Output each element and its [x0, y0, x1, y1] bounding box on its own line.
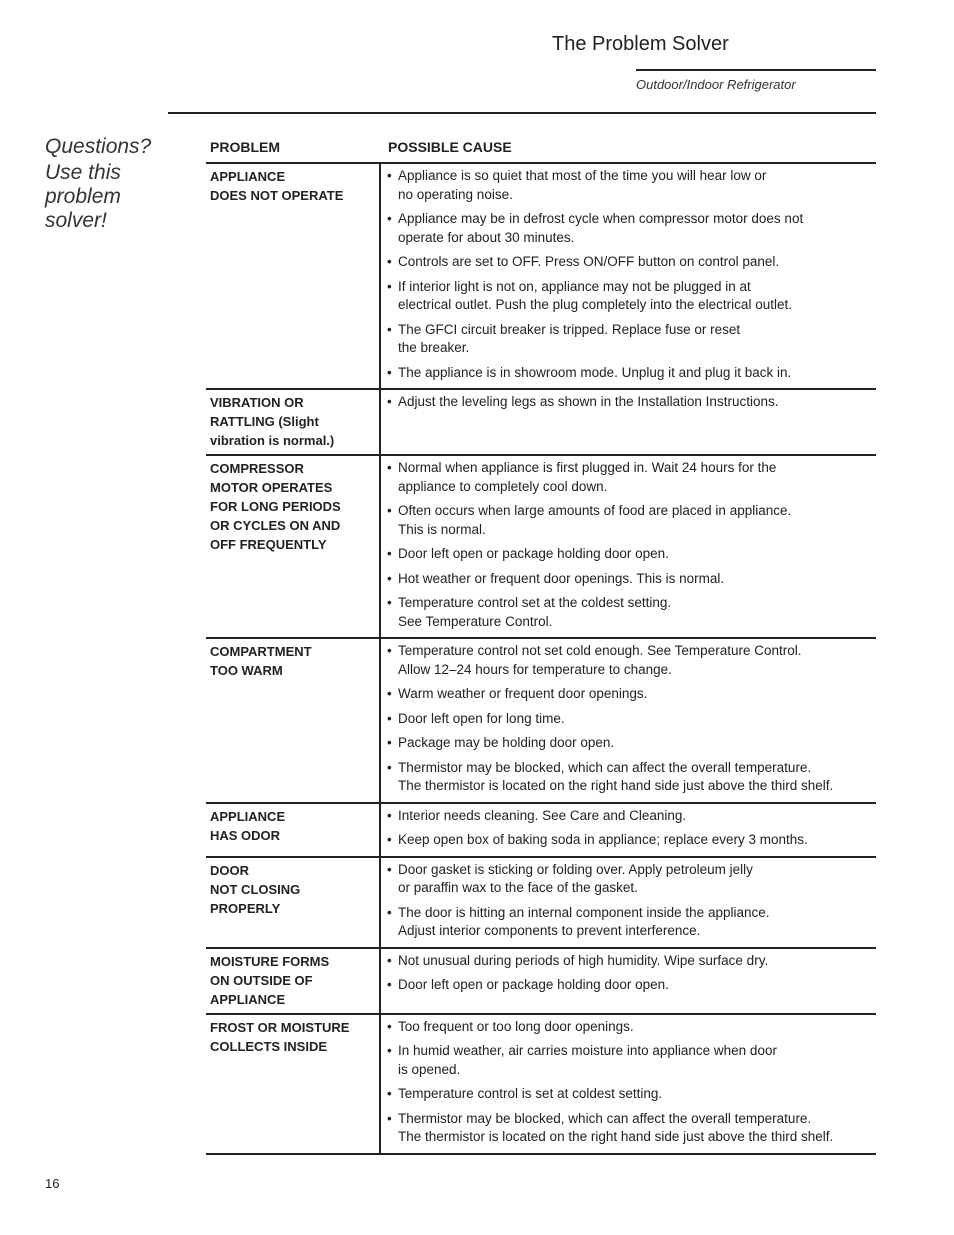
cause-cell: [381, 804, 876, 856]
table-row: [206, 1015, 876, 1155]
problem-cell: DOOR NOT CLOSING PROPERLY: [206, 858, 381, 947]
problem-solver-table: [206, 164, 876, 1155]
callout-line: Questions?: [45, 135, 152, 158]
cause-cell: [381, 456, 876, 637]
problem-cell: COMPRESSOR MOTOR OPERATES FOR LONG PERIODS OR CYCLES ON AND OFF FREQUENTLY: [206, 456, 381, 637]
table-row: [206, 949, 876, 1015]
table-row: [206, 456, 876, 639]
problem-cell: APPLIANCE HAS ODOR: [206, 804, 381, 856]
cause-cell: [381, 164, 876, 388]
page-title: The Problem Solver: [552, 33, 729, 55]
cause-cell: [381, 1015, 876, 1153]
cause-item: • Hot weather or frequent door openings. This is normal.: [387, 570, 868, 589]
column-header-cause: POSSIBLE CAUSE: [388, 139, 512, 155]
callout-line: Use this: [45, 161, 121, 184]
cause-item: • In humid weather, air carries moisture into appliance when door is opened.: [387, 1042, 868, 1079]
cause-item: • Door gasket is sticking or folding over. Apply petroleum jelly or paraffin wax to the face of the gasket.: [387, 861, 868, 898]
cause-item: • Appliance is so quiet that most of the time you will hear low or no operating noise.: [387, 167, 868, 204]
table-row: [206, 639, 876, 804]
cause-item: • Temperature control is set at coldest setting.: [387, 1085, 868, 1104]
problem-cell: VIBRATION OR RATTLING (Slight vibration is normal.): [206, 390, 381, 454]
cause-item: • Thermistor may be blocked, which can affect the overall temperature. The thermistor is located on the right hand side just above the third shelf.: [387, 1110, 868, 1147]
cause-item: • Thermistor may be blocked, which can affect the overall temperature. The thermistor is located on the right hand side just above the third shelf.: [387, 759, 868, 796]
cause-item: • Door left open for long time.: [387, 710, 868, 729]
title-divider: [636, 69, 876, 71]
cause-cell: [381, 390, 876, 454]
cause-item: • Temperature control not set cold enough. See Temperature Control. Allow 12–24 hours for temperature to change.: [387, 642, 868, 679]
column-header-problem: PROBLEM: [210, 139, 280, 155]
header-divider: [168, 112, 876, 114]
table-row: [206, 858, 876, 949]
problem-cell: FROST OR MOISTURE COLLECTS INSIDE: [206, 1015, 381, 1153]
sidebar-callout: [45, 135, 170, 233]
cause-item: • Package may be holding door open.: [387, 734, 868, 753]
cause-item: • Appliance may be in defrost cycle when compressor motor does not operate for about 30 minutes.: [387, 210, 868, 247]
cause-item: • Often occurs when large amounts of food are placed in appliance. This is normal.: [387, 502, 868, 539]
cause-item: • Adjust the leveling legs as shown in the Installation Instructions.: [387, 393, 868, 412]
cause-item: • Interior needs cleaning. See Care and Cleaning.: [387, 807, 868, 826]
cause-item: • If interior light is not on, appliance may not be plugged in at electrical outlet. Push the plug completely into the electrical outlet.: [387, 278, 868, 315]
cause-item: • The door is hitting an internal component inside the appliance. Adjust interior components to prevent interference.: [387, 904, 868, 941]
cause-item: • Not unusual during periods of high humidity. Wipe surface dry.: [387, 952, 868, 971]
callout-line: solver!: [45, 209, 107, 232]
cause-item: • Warm weather or frequent door openings.: [387, 685, 868, 704]
cause-item: • Temperature control set at the coldest setting. See Temperature Control.: [387, 594, 868, 631]
table-row: [206, 390, 876, 456]
cause-item: • The GFCI circuit breaker is tripped. Replace fuse or reset the breaker.: [387, 321, 868, 358]
cause-item: • Door left open or package holding door open.: [387, 976, 868, 995]
cause-item: • Controls are set to OFF. Press ON/OFF button on control panel.: [387, 253, 868, 272]
cause-item: • Normal when appliance is first plugged in. Wait 24 hours for the appliance to completely cool down.: [387, 459, 868, 496]
page-number: 16: [45, 1176, 60, 1191]
cause-cell: [381, 639, 876, 802]
table-row: [206, 804, 876, 858]
table-row: [206, 164, 876, 390]
cause-item: • The appliance is in showroom mode. Unplug it and plug it back in.: [387, 364, 868, 383]
problem-cell: COMPARTMENT TOO WARM: [206, 639, 381, 802]
cause-item: • Keep open box of baking soda in appliance; replace every 3 months.: [387, 831, 868, 850]
callout-line: problem: [45, 185, 121, 208]
cause-item: • Door left open or package holding door open.: [387, 545, 868, 564]
cause-item: • Too frequent or too long door openings.: [387, 1018, 868, 1037]
problem-cell: APPLIANCE DOES NOT OPERATE: [206, 164, 381, 388]
cause-cell: [381, 858, 876, 947]
cause-cell: [381, 949, 876, 1013]
problem-cell: MOISTURE FORMS ON OUTSIDE OF APPLIANCE: [206, 949, 381, 1013]
page-subtitle: Outdoor/Indoor Refrigerator: [636, 77, 796, 92]
